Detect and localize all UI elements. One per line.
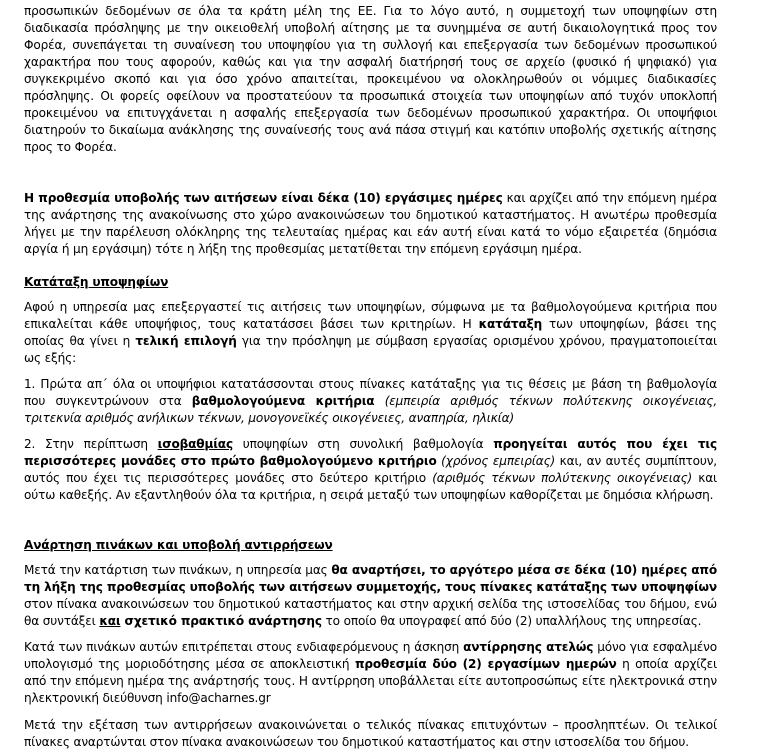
posting-p2-b1: αντίρρησης ατελώς [463, 640, 594, 654]
privacy-paragraph [24, 3, 717, 156]
posting-p2-b2: προθεσμία δύο (2) εργασίμων ημερών [354, 657, 617, 671]
ranking-intro-b2: τελική επιλογή [135, 334, 237, 348]
deadline-text: και αρχίζει από την επόμενη ημέρα της ανάρτησης της ανακοίνωσης στο χώρο ανακοινώσεων του δημοτικού καταστήματος. Η ανωτέρω προθεσμία λήγει με την παρέλευση ολόκληρης της τελευταίας ημέρας και εάν αυτή είναι κατά το νόμο εξαιρετέα (δημόσια αργία ή μη εργάσιμη) τότε η λήξη της προθεσμίας μετατίθεται την επόμενη εργάσιμη ημέρα. [24, 191, 718, 256]
posting-p2-t2: μόνο για εσφαλμένο υπολογισμό της μοριοδότησης μέσα σε αποκλειστική [24, 640, 717, 671]
ranking-item-2-t4: και ούτω καθεξής. Αν εξαντληθούν όλα τα κριτήρια, η σειρά μεταξύ των υποψηφίων καθορίζεται με δημόσια κλήρωση. [24, 471, 717, 502]
posting-p2-t1: Κατά των πινάκων αυτών επιτρέπεται στους ενδιαφερόμενους η άσκηση [24, 640, 464, 654]
privacy-text: προσωπικών δεδομένων σε όλα τα κράτη μέλη της ΕΕ. Για το λόγο αυτό, η συμμετοχή των υποψηφίων στη διαδικασία πρόσληψης με την οικειοθελή υποβολή αίτησης με τα συνημμένα σε αυτή δικαιολογητικά προς τον Φορέα, συνεπάγεται τη συναίνεση του υποψηφίου για τη συλλογή και επεξεργασία των δεδομένων προσωπικού χαρακτήρα που τους αφορούν, καθώς και για την ασφαλή διατήρησή τους σε αρχείο (φυσικό ή ψηφιακό) για συγκεκριμένο σκοπό και για όσο χρόνο απαιτείται, προκειμένου να ολοκληρωθούν οι νόμιμες διαδικασίες πρόσληψης. Οι φορείς οφείλουν να προστατεύουν τα προσωπικά στοιχεία των υποψηφίων από τυχόν υποκλοπή προκειμένου να επιτυγχάνεται η ασφαλής επεξεργασία των δεδομένων προσωπικού χαρακτήρα. Οι υποψήφιοι διατηρούν το δικαίωμα ανάκλησης της συναίνεσής τους ανά πάσα στιγμή και κατόπιν υποβολής σχετικής αίτησης προς το Φορέα. [24, 4, 717, 154]
ranking-item-1-i1: (εμπειρία αριθμός τέκνων πολύτεκνης οικογένειας, τριτεκνία αριθμός ανήλικων τέκνων, μονογονεϊκές οικογένειες, αναπηρία, ηλικία) [24, 394, 718, 425]
ranking-heading-text: Κατάταξη υποψηφίων [24, 275, 169, 289]
ranking-item-2-b1: προηγείται αυτός που έχει τις περισσότερες μονάδες στο πρώτο βαθμολογούμενο κριτήριο [24, 437, 717, 468]
posting-p1-bu1: και [99, 614, 121, 628]
ranking-item-2-bu1: ισοβαθμίας [157, 437, 233, 451]
posting-paragraph-2 [24, 639, 717, 707]
posting-heading [24, 537, 717, 554]
ranking-item-2-t1: 2. Στην περίπτωση [24, 437, 158, 451]
posting-p1-t1: Μετά την κατάρτιση των πινάκων, η υπηρεσία μας [24, 563, 332, 577]
ranking-item-1-b1: βαθμολογούμενα κριτήρια [191, 394, 375, 408]
posting-p3-text: Μετά την εξέταση των αντιρρήσεων ανακοινώνεται ο τελικός πίνακας επιτυχόντων – προσληπτέων. Οι τελικοί πίνακες αναρτώνται στον πίνακα ανακοινώσεων του δημοτικού καταστήματος και στην ιστοσελίδα του δήμου. [24, 718, 717, 749]
ranking-item-2 [24, 436, 717, 504]
posting-heading-text: Ανάρτηση πινάκων και υποβολή αντιρρήσεων [24, 538, 333, 552]
ranking-intro-t1: Αφού η υπηρεσία μας επεξεργαστεί τις αιτήσεις των υποψηφίων, σύμφωνα με τα βαθμολογούμενα κριτήρια που επικαλείται κάθε υποψήφιος, τους κατατάσσει βάσει των κριτηρίων. Η [24, 300, 717, 331]
ranking-item-1 [24, 376, 717, 427]
ranking-intro-t3: για την πρόσληψη με σύμβαση εργασίας ορισμένου χρόνου, πραγματοποιείται ως εξής: [24, 334, 718, 365]
posting-p2-t3: η οποία αρχίζει από την επόμενη ημέρα της ανάρτησής τους. Η αντίρρηση υποβάλλεται είτε αυτοπροσώπως είτε ηλεκτρονικά στην ηλεκτρονική διεύθυνση info@acharnes.gr [24, 657, 717, 705]
ranking-intro-b1: κατάταξη [478, 317, 543, 331]
ranking-heading [24, 274, 717, 291]
ranking-intro-t2: των υποψηφίων, βάσει της οποίας θα γίνει η [24, 317, 718, 348]
posting-p1-b1: θα αναρτήσει, το αργότερο μέσα σε δέκα (10) ημέρες από τη λήξη της προθεσμίας υποβολής των αιτήσεων συμμετοχής, τους πίνακες κατάταξης των υποψηφίων [24, 563, 717, 594]
ranking-item-2-t3: και, αν αυτές συμπίπτουν, αυτός που έχει τις περισσότερες μονάδες στο δεύτερο κριτήριο [24, 454, 717, 485]
ranking-item-2-i2: (αριθμός τέκνων πολύτεκνης οικογένειας) [432, 471, 693, 485]
document-body [24, 3, 717, 751]
posting-p1-t3: το οποίο θα υπογραφεί από δύο (2) υπαλλήλους της υπηρεσίας. [321, 614, 702, 628]
posting-p1-b2: σχετικό πρακτικό ανάρτησης [120, 614, 322, 628]
ranking-item-2-t2: υποψηφίων στη συνολική βαθμολογία [232, 437, 494, 451]
posting-paragraph-1 [24, 562, 717, 630]
ranking-intro [24, 299, 717, 367]
deadline-bold: Η προθεσμία υποβολής των αιτήσεων είναι δέκα (10) εργάσιμες ημέρες [24, 191, 503, 205]
ranking-item-2-i1: (χρόνος εμπειρίας) [436, 454, 556, 468]
ranking-item-1-t1: 1. Πρώτα απ΄ όλα οι υποψήφιοι κατατάσσονται στους πίνακες κατάταξης για τις θέσεις με βάση τη βαθμολογία που συγκεντρώνουν στα [24, 377, 717, 408]
deadline-paragraph [24, 190, 717, 258]
posting-p1-t2: στον πίνακα ανακοινώσεων του δημοτικού καταστήματος και στην αρχική σελίδα της ιστοσελίδας του δήμου, ενώ θα συντάξει [24, 597, 717, 628]
posting-paragraph-3 [24, 717, 717, 751]
